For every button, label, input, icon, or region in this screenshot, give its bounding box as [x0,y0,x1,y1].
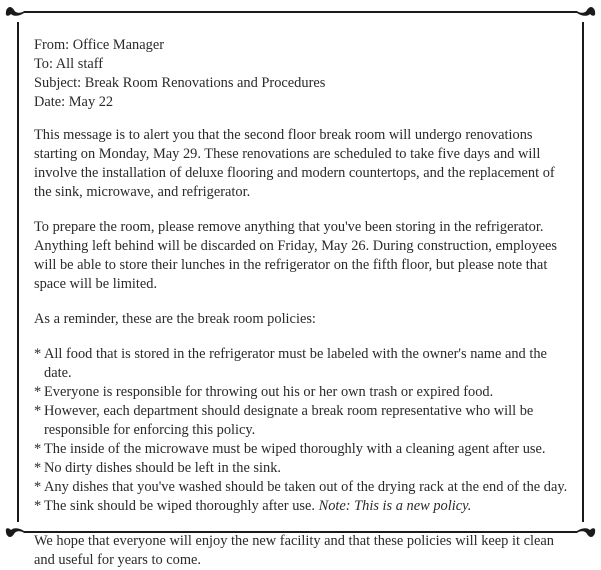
frame-top-border [24,11,577,13]
policy-item [34,478,574,497]
memo-date: Date: May 22 [34,94,114,110]
policy-text: The sink should be wiped thoroughly after use. [44,498,315,514]
bullet-icon: * [34,460,42,476]
memo-header [34,36,574,112]
memo-to: To: All staff [34,56,104,72]
policy-text: No dirty dishes should be left in the sink. [44,460,282,476]
policy-note: Note: This is a new policy. [318,498,472,514]
frame-left-border [17,22,19,522]
bullet-icon: * [34,441,42,457]
policy-text: Any dishes that you've washed should be taken out of the drying rack at the end of the day. [44,479,568,495]
memo-subject: Subject: Break Room Renovations and Procedures [34,75,326,91]
policy-list [34,345,574,516]
memo-paragraph-preparation: To prepare the room, please remove anything that you've been storing in the refrigerator. Anything left behind will be discarded on Friday, May 26. During construction, employees will be able to store their lunches in the refrigerator on the fifth floor, but please note that space will be limited. [34,219,558,292]
policy-item [34,459,574,478]
bullet-icon: * [34,479,42,495]
bullet-icon: * [34,498,42,514]
policy-text: All food that is stored in the refrigerator must be labeled with the owner's name and the date. [44,346,547,381]
policy-text: Everyone is responsible for throwing out his or her own trash or expired food. [44,384,494,400]
policy-text: The inside of the microwave must be wiped thoroughly with a cleaning agent after use. [44,441,546,457]
memo [34,36,574,570]
policy-text: However, each department should designate a break room representative who will be responsible for enforcing this policy. [44,403,534,438]
policy-item [34,345,574,383]
policy-item [34,440,574,459]
memo-closing: We hope that everyone will enjoy the new facility and that these policies will keep it clean and useful for years to come. [34,533,554,568]
scroll-curl-top-left-icon [2,4,42,20]
memo-paragraph-renovation: This message is to alert you that the second floor break room will undergo renovations starting on Monday, May 29. These renovations are scheduled to take five days and will involve the installation of deluxe flooring and modern countertops, and the replacement of the sink, microwave, and refrigerator. [34,127,555,200]
bullet-icon: * [34,346,42,362]
frame-right-border [582,22,584,522]
memo-from: From: Office Manager [34,37,165,53]
scroll-curl-top-right-icon [559,4,599,20]
policy-item [34,383,574,402]
policy-item [34,497,574,516]
bullet-icon: * [34,384,42,400]
memo-reminder-intro: As a reminder, these are the break room policies: [34,311,316,327]
policy-item [34,402,574,440]
bullet-icon: * [34,403,42,419]
